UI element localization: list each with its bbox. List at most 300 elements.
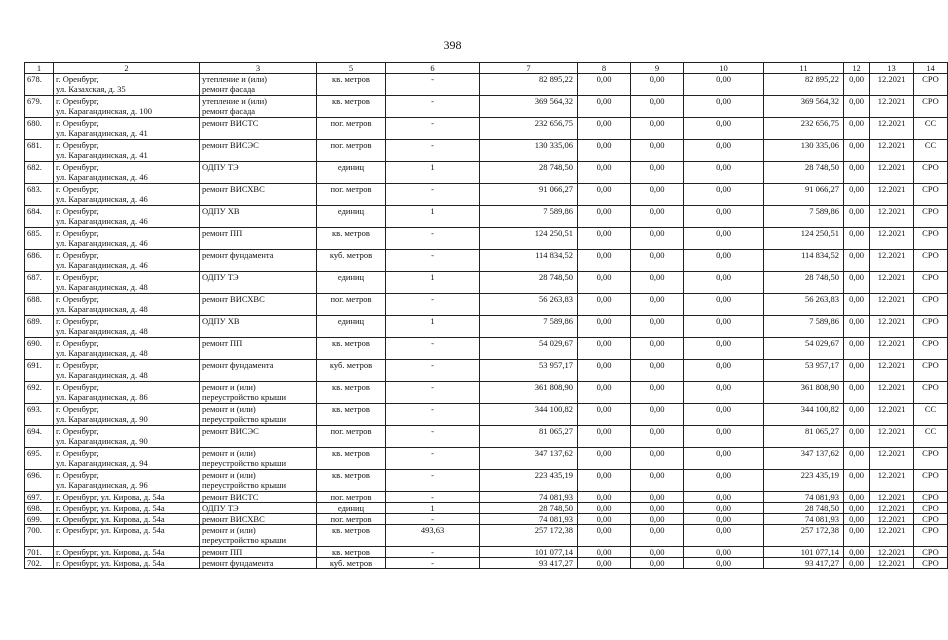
owner-funds-cell: 56 263,83 (764, 294, 844, 316)
deadline-cell: 12.2021 (870, 206, 914, 228)
total-cost-cell: 82 895,22 (480, 74, 578, 96)
unit-cell: куб. метров (317, 558, 386, 569)
work-type-cell-line: ремонт ВИСТС (202, 492, 259, 502)
col-header: 1 (25, 63, 54, 74)
address-cell-line: ул. Карагандинская, д. 90 (56, 414, 148, 424)
quantity-cell: - (386, 74, 480, 96)
work-type-cell-line: переустройство крыши (202, 458, 287, 468)
fund-cell: 0,00 (844, 382, 870, 404)
address-cell (54, 74, 200, 96)
fund-cell: 0,00 (631, 272, 684, 294)
work-type-cell (200, 162, 317, 184)
total-cost-cell: 56 263,83 (480, 294, 578, 316)
fund-cell: 0,00 (844, 470, 870, 492)
address-cell-line: г. Оренбург, ул. Кирова, д. 54а (56, 514, 165, 524)
work-type-cell-line: ремонт ПП (202, 338, 243, 348)
quantity-cell: - (386, 294, 480, 316)
address-cell (54, 547, 200, 558)
work-type-cell-line: ОДПУ ТЭ (202, 503, 239, 513)
fund-cell: 0,00 (684, 360, 764, 382)
row-number: 690. (25, 338, 54, 360)
fund-cell: 0,00 (631, 525, 684, 547)
fund-cell: 0,00 (684, 162, 764, 184)
fund-cell: 0,00 (631, 206, 684, 228)
fund-cell: 0,00 (631, 118, 684, 140)
address-cell (54, 470, 200, 492)
owner-funds-cell: 101 077,14 (764, 547, 844, 558)
work-type-cell-line: переустройство крыши (202, 480, 287, 490)
address-cell-line: г. Оренбург, (56, 338, 99, 348)
work-type-cell (200, 206, 317, 228)
quantity-cell: 1 (386, 272, 480, 294)
fund-cell: 0,00 (844, 316, 870, 338)
address-cell-line: г. Оренбург, (56, 426, 99, 436)
address-cell (54, 140, 200, 162)
table-row (25, 338, 948, 360)
unit-cell: пог. метров (317, 492, 386, 503)
owner-funds-cell: 28 748,50 (764, 503, 844, 514)
fund-method-cell: СРО (914, 547, 948, 558)
page-number: 398 (443, 38, 462, 52)
fund-cell: 0,00 (684, 338, 764, 360)
owner-funds-cell: 81 065,27 (764, 426, 844, 448)
table-row (25, 140, 948, 162)
table-row (25, 184, 948, 206)
quantity-cell: - (386, 547, 480, 558)
work-type-cell-line: ОДПУ ТЭ (202, 162, 239, 172)
work-type-cell-line: ОДПУ ТЭ (202, 272, 239, 282)
row-number: 695. (25, 448, 54, 470)
fund-method-cell: СРО (914, 272, 948, 294)
owner-funds-cell: 223 435,19 (764, 470, 844, 492)
work-type-cell-line: ремонт и (или) (202, 448, 256, 458)
table-row (25, 96, 948, 118)
fund-cell: 0,00 (844, 140, 870, 162)
row-number: 692. (25, 382, 54, 404)
deadline-cell: 12.2021 (870, 272, 914, 294)
quantity-cell: - (386, 448, 480, 470)
table-row (25, 448, 948, 470)
address-cell-line: г. Оренбург, (56, 184, 99, 194)
work-type-cell-line: ремонт и (или) (202, 382, 256, 392)
fund-cell: 0,00 (684, 547, 764, 558)
fund-cell: 0,00 (684, 558, 764, 569)
fund-method-cell: СРО (914, 470, 948, 492)
deadline-cell: 12.2021 (870, 492, 914, 503)
row-number: 696. (25, 470, 54, 492)
fund-cell: 0,00 (578, 426, 631, 448)
total-cost-cell: 54 029,67 (480, 338, 578, 360)
address-cell (54, 206, 200, 228)
fund-cell: 0,00 (684, 184, 764, 206)
fund-cell: 0,00 (684, 503, 764, 514)
fund-cell: 0,00 (844, 96, 870, 118)
work-type-cell-line: утепление и (или) (202, 74, 267, 84)
fund-cell: 0,00 (578, 228, 631, 250)
total-cost-cell: 93 417,27 (480, 558, 578, 569)
address-cell-line: ул. Казахская, д. 35 (56, 84, 126, 94)
fund-cell: 0,00 (631, 162, 684, 184)
unit-cell: пог. метров (317, 514, 386, 525)
address-cell-line: г. Оренбург, (56, 316, 99, 326)
unit-cell: куб. метров (317, 360, 386, 382)
row-number: 683. (25, 184, 54, 206)
deadline-cell: 12.2021 (870, 547, 914, 558)
quantity-cell: - (386, 184, 480, 206)
work-type-cell (200, 140, 317, 162)
work-type-cell-line: ремонт ВИСЭС (202, 426, 259, 436)
fund-cell: 0,00 (684, 272, 764, 294)
owner-funds-cell: 54 029,67 (764, 338, 844, 360)
deadline-cell: 12.2021 (870, 382, 914, 404)
work-type-cell-line: ремонт ПП (202, 228, 243, 238)
total-cost-cell: 130 335,06 (480, 140, 578, 162)
address-cell-line: г. Оренбург, (56, 206, 99, 216)
deadline-cell: 12.2021 (870, 294, 914, 316)
owner-funds-cell: 28 748,50 (764, 272, 844, 294)
fund-method-cell: СРО (914, 162, 948, 184)
work-type-cell (200, 525, 317, 547)
quantity-cell: - (386, 470, 480, 492)
work-type-cell-line: ОДПУ ХВ (202, 206, 240, 216)
col-header: 13 (870, 63, 914, 74)
fund-cell: 0,00 (684, 96, 764, 118)
work-type-cell-line: ремонт ВИСЭС (202, 140, 259, 150)
deadline-cell: 12.2021 (870, 503, 914, 514)
work-type-cell-line: ремонт ВИСХВС (202, 294, 265, 304)
address-cell (54, 558, 200, 569)
fund-cell: 0,00 (631, 547, 684, 558)
address-cell (54, 162, 200, 184)
owner-funds-cell: 344 100,82 (764, 404, 844, 426)
address-cell (54, 96, 200, 118)
fund-cell: 0,00 (631, 294, 684, 316)
address-cell-line: ул. Карагандинская, д. 86 (56, 392, 148, 402)
deadline-cell: 12.2021 (870, 470, 914, 492)
work-type-cell (200, 382, 317, 404)
work-type-cell-line: ремонт и (или) (202, 404, 256, 414)
owner-funds-cell: 91 066,27 (764, 184, 844, 206)
fund-cell: 0,00 (631, 140, 684, 162)
address-cell (54, 228, 200, 250)
unit-cell: кв. метров (317, 470, 386, 492)
work-type-cell (200, 514, 317, 525)
fund-cell: 0,00 (844, 228, 870, 250)
total-cost-cell: 74 081,93 (480, 492, 578, 503)
row-number: 686. (25, 250, 54, 272)
table-row (25, 404, 948, 426)
fund-cell: 0,00 (844, 206, 870, 228)
address-cell-line: г. Оренбург, ул. Кирова, д. 54а (56, 558, 165, 568)
fund-cell: 0,00 (578, 162, 631, 184)
fund-method-cell: СРО (914, 206, 948, 228)
table-row (25, 547, 948, 558)
quantity-cell: - (386, 96, 480, 118)
fund-cell: 0,00 (578, 184, 631, 206)
unit-cell: кв. метров (317, 228, 386, 250)
row-number: 681. (25, 140, 54, 162)
total-cost-cell: 7 589,86 (480, 316, 578, 338)
row-number: 682. (25, 162, 54, 184)
quantity-cell: 1 (386, 206, 480, 228)
unit-cell: кв. метров (317, 547, 386, 558)
deadline-cell: 12.2021 (870, 360, 914, 382)
owner-funds-cell: 74 081,93 (764, 492, 844, 503)
work-type-cell (200, 228, 317, 250)
address-cell (54, 360, 200, 382)
fund-cell: 0,00 (684, 228, 764, 250)
work-type-cell-line: ремонт фундамента (202, 250, 274, 260)
table-row (25, 470, 948, 492)
address-cell (54, 525, 200, 547)
fund-cell: 0,00 (578, 382, 631, 404)
fund-cell: 0,00 (631, 514, 684, 525)
fund-method-cell: СРО (914, 448, 948, 470)
fund-method-cell: СРО (914, 96, 948, 118)
quantity-cell: - (386, 404, 480, 426)
fund-cell: 0,00 (631, 382, 684, 404)
address-cell (54, 503, 200, 514)
fund-cell: 0,00 (631, 360, 684, 382)
table-row (25, 558, 948, 569)
address-cell (54, 338, 200, 360)
unit-cell: единиц (317, 272, 386, 294)
owner-funds-cell: 28 748,50 (764, 162, 844, 184)
fund-method-cell: СРО (914, 492, 948, 503)
fund-cell: 0,00 (578, 74, 631, 96)
unit-cell: куб. метров (317, 250, 386, 272)
fund-method-cell: СРО (914, 228, 948, 250)
work-type-cell (200, 250, 317, 272)
fund-cell: 0,00 (844, 547, 870, 558)
fund-cell: 0,00 (578, 118, 631, 140)
address-cell-line: г. Оренбург, (56, 250, 99, 260)
total-cost-cell: 28 748,50 (480, 162, 578, 184)
col-header: 10 (684, 63, 764, 74)
fund-cell: 0,00 (631, 558, 684, 569)
fund-cell: 0,00 (578, 470, 631, 492)
owner-funds-cell: 7 589,86 (764, 316, 844, 338)
row-number: 678. (25, 74, 54, 96)
owner-funds-cell: 232 656,75 (764, 118, 844, 140)
fund-cell: 0,00 (578, 547, 631, 558)
table-row (25, 118, 948, 140)
row-number: 699. (25, 514, 54, 525)
fund-cell: 0,00 (578, 140, 631, 162)
fund-cell: 0,00 (578, 316, 631, 338)
deadline-cell: 12.2021 (870, 558, 914, 569)
fund-cell: 0,00 (631, 492, 684, 503)
work-type-cell (200, 96, 317, 118)
address-cell-line: г. Оренбург, (56, 382, 99, 392)
fund-cell: 0,00 (631, 96, 684, 118)
fund-cell: 0,00 (578, 360, 631, 382)
fund-method-cell: СРО (914, 525, 948, 547)
fund-cell: 0,00 (578, 206, 631, 228)
fund-method-cell: СРО (914, 558, 948, 569)
total-cost-cell: 344 100,82 (480, 404, 578, 426)
total-cost-cell: 223 435,19 (480, 470, 578, 492)
quantity-cell: - (386, 382, 480, 404)
work-type-cell (200, 118, 317, 140)
deadline-cell: 12.2021 (870, 514, 914, 525)
owner-funds-cell: 93 417,27 (764, 558, 844, 569)
quantity-cell: - (386, 250, 480, 272)
quantity-cell: - (386, 228, 480, 250)
total-cost-cell: 347 137,62 (480, 448, 578, 470)
owner-funds-cell: 124 250,51 (764, 228, 844, 250)
quantity-cell: - (386, 558, 480, 569)
owner-funds-cell: 114 834,52 (764, 250, 844, 272)
unit-cell: единиц (317, 162, 386, 184)
address-cell-line: г. Оренбург, (56, 448, 99, 458)
fund-cell: 0,00 (844, 272, 870, 294)
address-cell (54, 250, 200, 272)
address-cell (54, 404, 200, 426)
fund-cell: 0,00 (684, 294, 764, 316)
work-type-cell-line: ремонт и (или) (202, 470, 256, 480)
address-cell-line: г. Оренбург, (56, 272, 99, 282)
row-number: 688. (25, 294, 54, 316)
deadline-cell: 12.2021 (870, 316, 914, 338)
address-cell (54, 316, 200, 338)
deadline-cell: 12.2021 (870, 426, 914, 448)
quantity-cell: - (386, 492, 480, 503)
fund-method-cell: СРО (914, 382, 948, 404)
address-cell-line: г. Оренбург, (56, 74, 99, 84)
address-cell (54, 448, 200, 470)
fund-cell: 0,00 (578, 250, 631, 272)
work-type-cell (200, 448, 317, 470)
work-type-cell-line: ремонт фундамента (202, 360, 274, 370)
deadline-cell: 12.2021 (870, 162, 914, 184)
fund-cell: 0,00 (578, 272, 631, 294)
fund-cell: 0,00 (578, 96, 631, 118)
fund-method-cell: СРО (914, 316, 948, 338)
work-type-cell (200, 470, 317, 492)
unit-cell: пог. метров (317, 294, 386, 316)
col-header: 5 (317, 63, 386, 74)
row-number: 689. (25, 316, 54, 338)
table-row (25, 74, 948, 96)
work-type-cell-line: ОДПУ ХВ (202, 316, 240, 326)
fund-method-cell: СС (914, 140, 948, 162)
fund-cell: 0,00 (844, 250, 870, 272)
fund-method-cell: СРО (914, 503, 948, 514)
owner-funds-cell: 347 137,62 (764, 448, 844, 470)
total-cost-cell: 114 834,52 (480, 250, 578, 272)
work-type-cell (200, 404, 317, 426)
fund-cell: 0,00 (684, 426, 764, 448)
address-cell-line: ул. Карагандинская, д. 48 (56, 370, 148, 380)
work-type-cell-line: ремонт ПП (202, 547, 243, 557)
address-cell-line: ул. Карагандинская, д. 41 (56, 128, 148, 138)
unit-cell: кв. метров (317, 448, 386, 470)
fund-cell: 0,00 (844, 294, 870, 316)
address-cell-line: ул. Карагандинская, д. 46 (56, 172, 148, 182)
col-header: 2 (54, 63, 200, 74)
address-cell-line: г. Оренбург, (56, 162, 99, 172)
row-number: 685. (25, 228, 54, 250)
fund-cell: 0,00 (684, 514, 764, 525)
fund-cell: 0,00 (631, 404, 684, 426)
address-cell-line: г. Оренбург, (56, 294, 99, 304)
col-header: 8 (578, 63, 631, 74)
col-header: 3 (200, 63, 317, 74)
work-type-cell-line: ремонт ВИСТС (202, 118, 259, 128)
fund-cell: 0,00 (844, 525, 870, 547)
work-type-cell-line: ремонт фундамента (202, 558, 274, 568)
table-row (25, 228, 948, 250)
address-cell-line: ул. Карагандинская, д. 100 (56, 106, 152, 116)
unit-cell: кв. метров (317, 382, 386, 404)
fund-cell: 0,00 (684, 316, 764, 338)
address-cell-line: ул. Карагандинская, д. 96 (56, 480, 148, 490)
address-cell (54, 382, 200, 404)
address-cell-line: г. Оренбург, (56, 404, 99, 414)
quantity-cell: - (386, 140, 480, 162)
work-type-cell (200, 338, 317, 360)
col-header: 12 (844, 63, 870, 74)
owner-funds-cell: 257 172,38 (764, 525, 844, 547)
fund-cell: 0,00 (631, 316, 684, 338)
total-cost-cell: 28 748,50 (480, 503, 578, 514)
table-row (25, 294, 948, 316)
fund-cell: 0,00 (684, 470, 764, 492)
work-type-cell (200, 558, 317, 569)
work-type-cell-line: ремонт ВИСХВС (202, 514, 265, 524)
fund-cell: 0,00 (631, 426, 684, 448)
quantity-cell: - (386, 514, 480, 525)
unit-cell: пог. метров (317, 184, 386, 206)
fund-cell: 0,00 (631, 338, 684, 360)
total-cost-cell: 257 172,38 (480, 525, 578, 547)
owner-funds-cell: 74 081,93 (764, 514, 844, 525)
unit-cell: кв. метров (317, 404, 386, 426)
total-cost-cell: 101 077,14 (480, 547, 578, 558)
work-type-cell-line: переустройство крыши (202, 414, 287, 424)
deadline-cell: 12.2021 (870, 140, 914, 162)
work-type-cell (200, 74, 317, 96)
deadline-cell: 12.2021 (870, 118, 914, 140)
fund-cell: 0,00 (844, 118, 870, 140)
deadline-cell: 12.2021 (870, 74, 914, 96)
total-cost-cell: 369 564,32 (480, 96, 578, 118)
work-type-cell-line: ремонт фасада (202, 106, 256, 116)
total-cost-cell: 74 081,93 (480, 514, 578, 525)
total-cost-cell: 361 808,90 (480, 382, 578, 404)
fund-cell: 0,00 (844, 184, 870, 206)
fund-cell: 0,00 (844, 426, 870, 448)
deadline-cell: 12.2021 (870, 404, 914, 426)
fund-cell: 0,00 (631, 74, 684, 96)
work-type-cell-line: переустройство крыши (202, 535, 287, 545)
fund-cell: 0,00 (578, 492, 631, 503)
work-type-cell (200, 184, 317, 206)
total-cost-cell: 7 589,86 (480, 206, 578, 228)
row-number: 684. (25, 206, 54, 228)
fund-method-cell: СРО (914, 514, 948, 525)
table-row (25, 316, 948, 338)
fund-cell: 0,00 (684, 118, 764, 140)
total-cost-cell: 232 656,75 (480, 118, 578, 140)
work-type-cell (200, 294, 317, 316)
fund-method-cell: СРО (914, 250, 948, 272)
fund-cell: 0,00 (844, 338, 870, 360)
fund-cell: 0,00 (578, 558, 631, 569)
col-header: 9 (631, 63, 684, 74)
fund-method-cell: СС (914, 426, 948, 448)
